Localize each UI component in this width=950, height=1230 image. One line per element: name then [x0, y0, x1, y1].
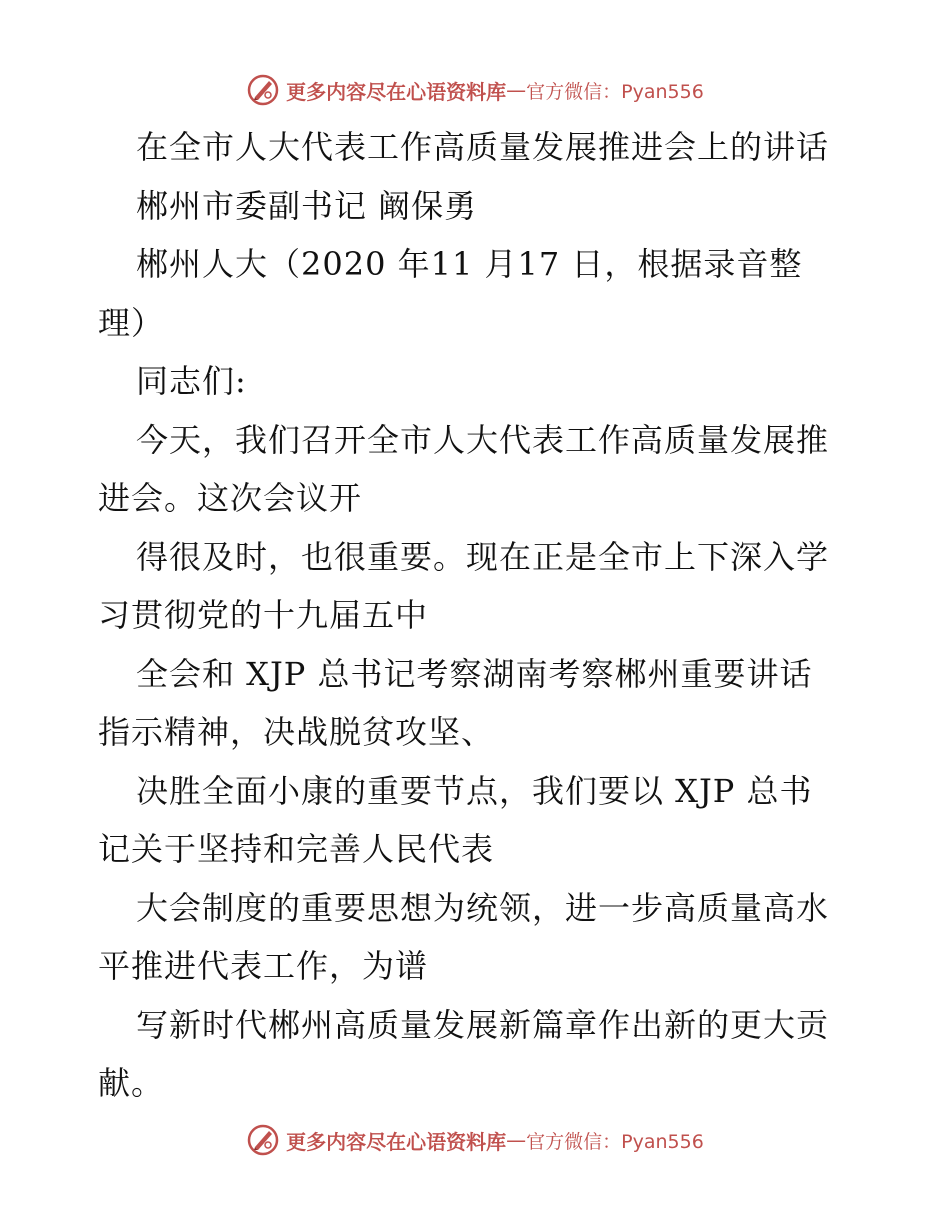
- doc-line: 理）: [98, 303, 165, 342]
- doc-line: 献。: [98, 1064, 165, 1102]
- footer-watermark: [0, 1120, 950, 1160]
- doc-line: 在全市人大代表工作高质量发展推进会上的讲话: [136, 128, 830, 166]
- watermark-wechat: 官方微信：Pyan556: [526, 1130, 704, 1153]
- doc-line: 郴州市委副书记 阚保勇: [136, 186, 478, 225]
- doc-line: 决胜全面小康的重要节点，我们要以 XJP 总书: [136, 771, 813, 810]
- watermark-separator: —: [506, 1128, 527, 1152]
- doc-line: 得很及时，也很重要。现在正是全市上下深入学: [136, 537, 830, 576]
- doc-line: 写新时代郴州高质量发展新篇章作出新的更大贡: [136, 1005, 830, 1044]
- doc-line: 郴州人大（2020 年11 月17 日，根据录音整: [136, 245, 803, 283]
- watermark-wechat: 官方微信：Pyan556: [526, 80, 704, 103]
- document-body: [98, 118, 868, 1113]
- doc-line: 习贯彻党的十九届五中: [98, 596, 429, 634]
- doc-line: 进会。这次会议开: [98, 479, 363, 517]
- doc-line: 指示精神，决战脱贫攻坚、: [98, 713, 495, 751]
- doc-line: 今天，我们召开全市人大代表工作高质量发展推: [136, 420, 830, 459]
- watermark-text: 更多内容尽在心语资料库: [286, 1129, 507, 1154]
- watermark-text: 更多内容尽在心语资料库: [286, 79, 507, 104]
- doc-line: 记关于坚持和完善人民代表: [98, 830, 495, 868]
- doc-line: 大会制度的重要思想为统领，进一步高质量高水: [136, 888, 830, 927]
- doc-line: 平推进代表工作，为谱: [98, 947, 429, 985]
- quill-seal-icon: [246, 1123, 280, 1157]
- quill-seal-icon: [246, 73, 280, 107]
- watermark-separator: —: [506, 78, 527, 102]
- header-watermark: [0, 70, 950, 110]
- doc-line: 同志们:: [136, 362, 247, 400]
- doc-line: 全会和 XJP 总书记考察湖南考察郴州重要讲话: [136, 654, 813, 693]
